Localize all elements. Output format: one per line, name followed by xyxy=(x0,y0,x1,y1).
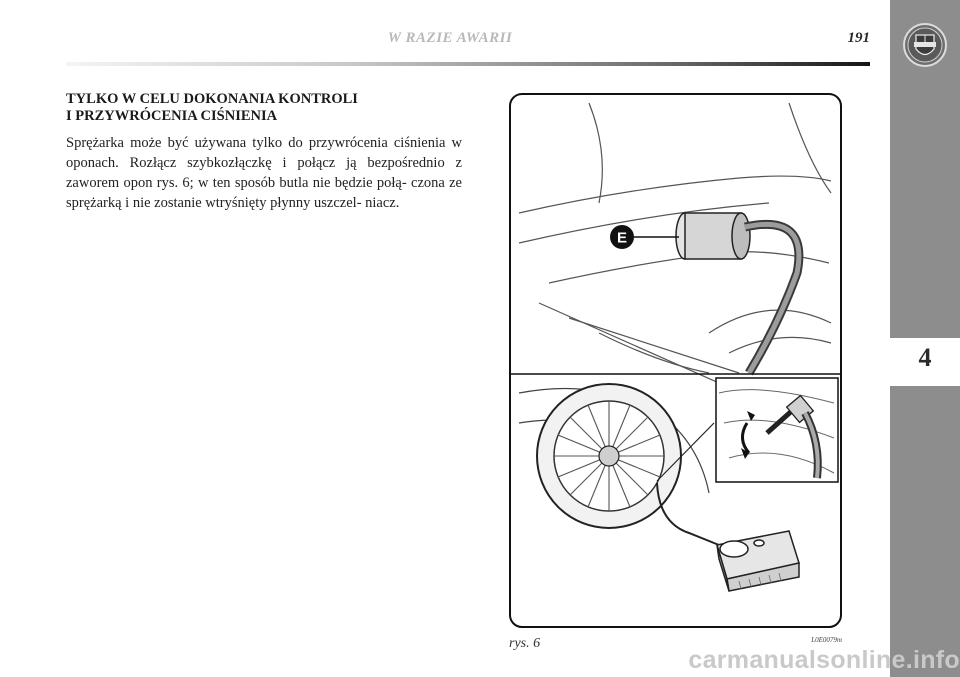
section-title: W RAZIE AWARII xyxy=(387,30,513,46)
sidebar-bottom-block xyxy=(890,386,960,677)
body-paragraph: Sprężarka może być używana tylko do przywrócenia ciśnienia w oponach. Rozłącz szybkozłączkę i połącz ją bezpośrednio z zaworem opon rys. 6; w ten sposób butla nie będzie połą- czona ze sprężarką i nie zostanie wtryśnięty płynny uszczel- niacz. xyxy=(66,135,462,211)
lancia-shield-logo-icon xyxy=(902,21,948,69)
watermark-text[interactable]: carmanualsonline.info xyxy=(688,646,960,674)
section-heading xyxy=(66,91,466,125)
page-number: 191 xyxy=(847,30,870,46)
callout-letter: E xyxy=(616,229,628,247)
figure-code: L0E0079m xyxy=(811,636,842,644)
compressor-illustration xyxy=(509,93,842,628)
heading-line-2: I PRZYWRÓCENIA CIŚNIENIA xyxy=(66,108,278,124)
figure-caption: rys. 6 xyxy=(509,636,541,651)
chapter-number: 4 xyxy=(918,343,932,372)
header-rule xyxy=(66,62,870,66)
heading-line-1: TYLKO W CELU DOKONANIA KONTROLI xyxy=(66,91,358,107)
